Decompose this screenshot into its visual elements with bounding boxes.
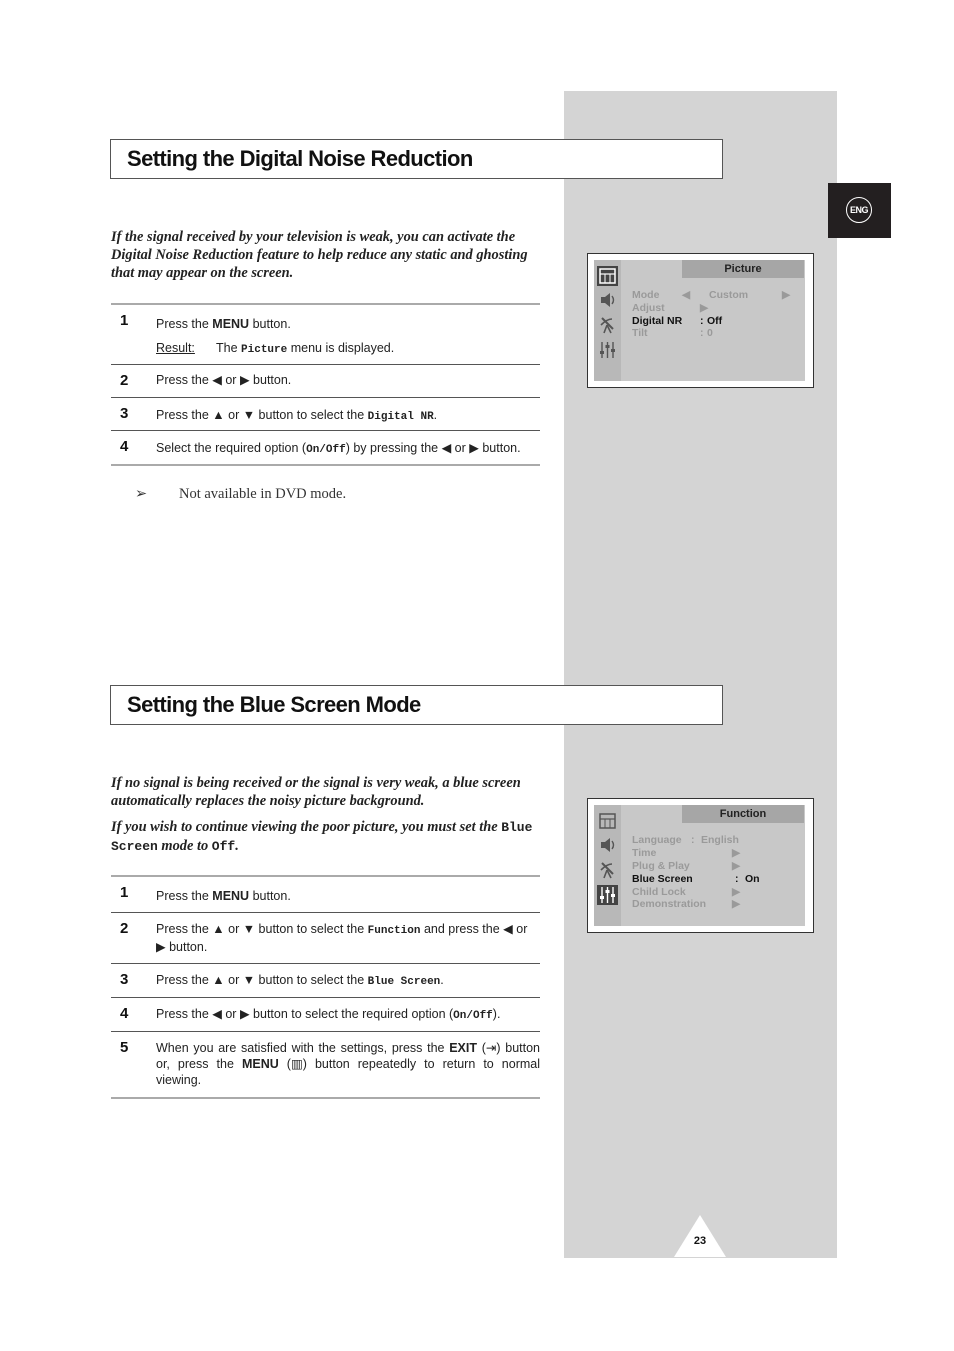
- note-arrow-icon: ➢: [135, 486, 148, 502]
- step-text: Select the required option (On/Off) by pressing the ◀ or ▶ button.: [156, 441, 521, 456]
- step-text: Press the ▲ or ▼ button to select the Function and press the ◀ or ▶ button.: [156, 922, 528, 954]
- section-intro: If no signal is being received or the signal is very weak, a blue screen automatically replaces the noisy picture background.: [111, 775, 521, 809]
- step-item: [111, 305, 540, 364]
- step-item: [111, 912, 540, 963]
- step-item: [111, 1031, 540, 1097]
- steps-list: [111, 303, 540, 466]
- step-item: [111, 963, 540, 997]
- osd-picture-menu: Picture Mode ◀ Custom ▶ Adjust ▶ Digital NR : Off Tilt : 0: [587, 253, 814, 388]
- note: [135, 486, 346, 503]
- step-number: 3: [120, 971, 129, 988]
- sound-menu-icon: [597, 835, 618, 855]
- picture-menu-icon: [597, 266, 618, 286]
- language-tab: [828, 183, 891, 238]
- osd-header: Picture: [682, 260, 804, 278]
- step-text: Press the ▲ or ▼ button to select the Blue Screen.: [156, 973, 444, 988]
- osd-icon-column: [594, 805, 621, 926]
- step-number: 4: [120, 438, 129, 455]
- section-title-box: [110, 139, 723, 179]
- step-number: 1: [120, 312, 129, 329]
- step-number: 1: [120, 884, 129, 901]
- step-number: 2: [120, 920, 129, 937]
- exit-icon: ⇥: [485, 1041, 497, 1055]
- language-badge: ENG: [846, 197, 872, 223]
- channel-menu-icon: [597, 860, 618, 880]
- step-text: Press the ◀ or ▶ button.: [156, 373, 292, 387]
- osd-icon-column: [594, 260, 621, 381]
- section-title: Setting the Digital Noise Reduction: [127, 146, 473, 171]
- step-number: 5: [120, 1039, 129, 1056]
- steps-list: [111, 875, 540, 1099]
- step-number: 2: [120, 372, 129, 389]
- step-result: Result: The Picture menu is displayed.: [156, 341, 395, 356]
- section-intro-2: If you wish to continue viewing the poor picture, you must set the Blue Screen mode to Off.: [111, 819, 533, 854]
- step-item: [111, 397, 540, 430]
- step-number: 4: [120, 1005, 129, 1022]
- step-item: [111, 430, 540, 464]
- step-text: Press the ◀ or ▶ button to select the required option (On/Off).: [156, 1007, 501, 1022]
- note-text: Not available in DVD mode.: [179, 486, 347, 502]
- function-menu-icon: [597, 885, 618, 905]
- step-number: 3: [120, 405, 129, 422]
- result-label: Result:: [156, 341, 195, 355]
- section-title: Setting the Blue Screen Mode: [127, 692, 421, 717]
- step-text: Press the ▲ or ▼ button to select the Digital NR.: [156, 408, 438, 423]
- section-intro: If the signal received by your television is weak, you can activate the Digital Noise Reduction feature to help reduce any static and ghosting that may appear on the screen.: [111, 229, 528, 281]
- picture-menu-icon: [597, 811, 618, 831]
- step-item: [111, 877, 540, 912]
- step-text: Press the MENU button.: [156, 889, 291, 903]
- step-text: Press the MENU button.: [156, 317, 291, 331]
- osd-function-menu: Function Language : English Time ▶ Plug & Play ▶ Blue Screen : On Child Lock ▶ Demonstration ▶: [587, 798, 814, 933]
- step-item: [111, 364, 540, 397]
- section-title-box: [110, 685, 723, 725]
- step-item: [111, 997, 540, 1031]
- step-text: When you are satisfied with the settings, press the EXIT (⇥) button or, press the MENU (▥) button repeatedly to return to normal viewing.: [156, 1041, 540, 1087]
- page-number: 23: [693, 1235, 707, 1247]
- sound-menu-icon: [597, 290, 618, 310]
- menu-icon: ▥: [290, 1057, 303, 1071]
- function-menu-icon: [597, 340, 618, 360]
- channel-menu-icon: [597, 315, 618, 335]
- osd-header: Function: [682, 805, 804, 823]
